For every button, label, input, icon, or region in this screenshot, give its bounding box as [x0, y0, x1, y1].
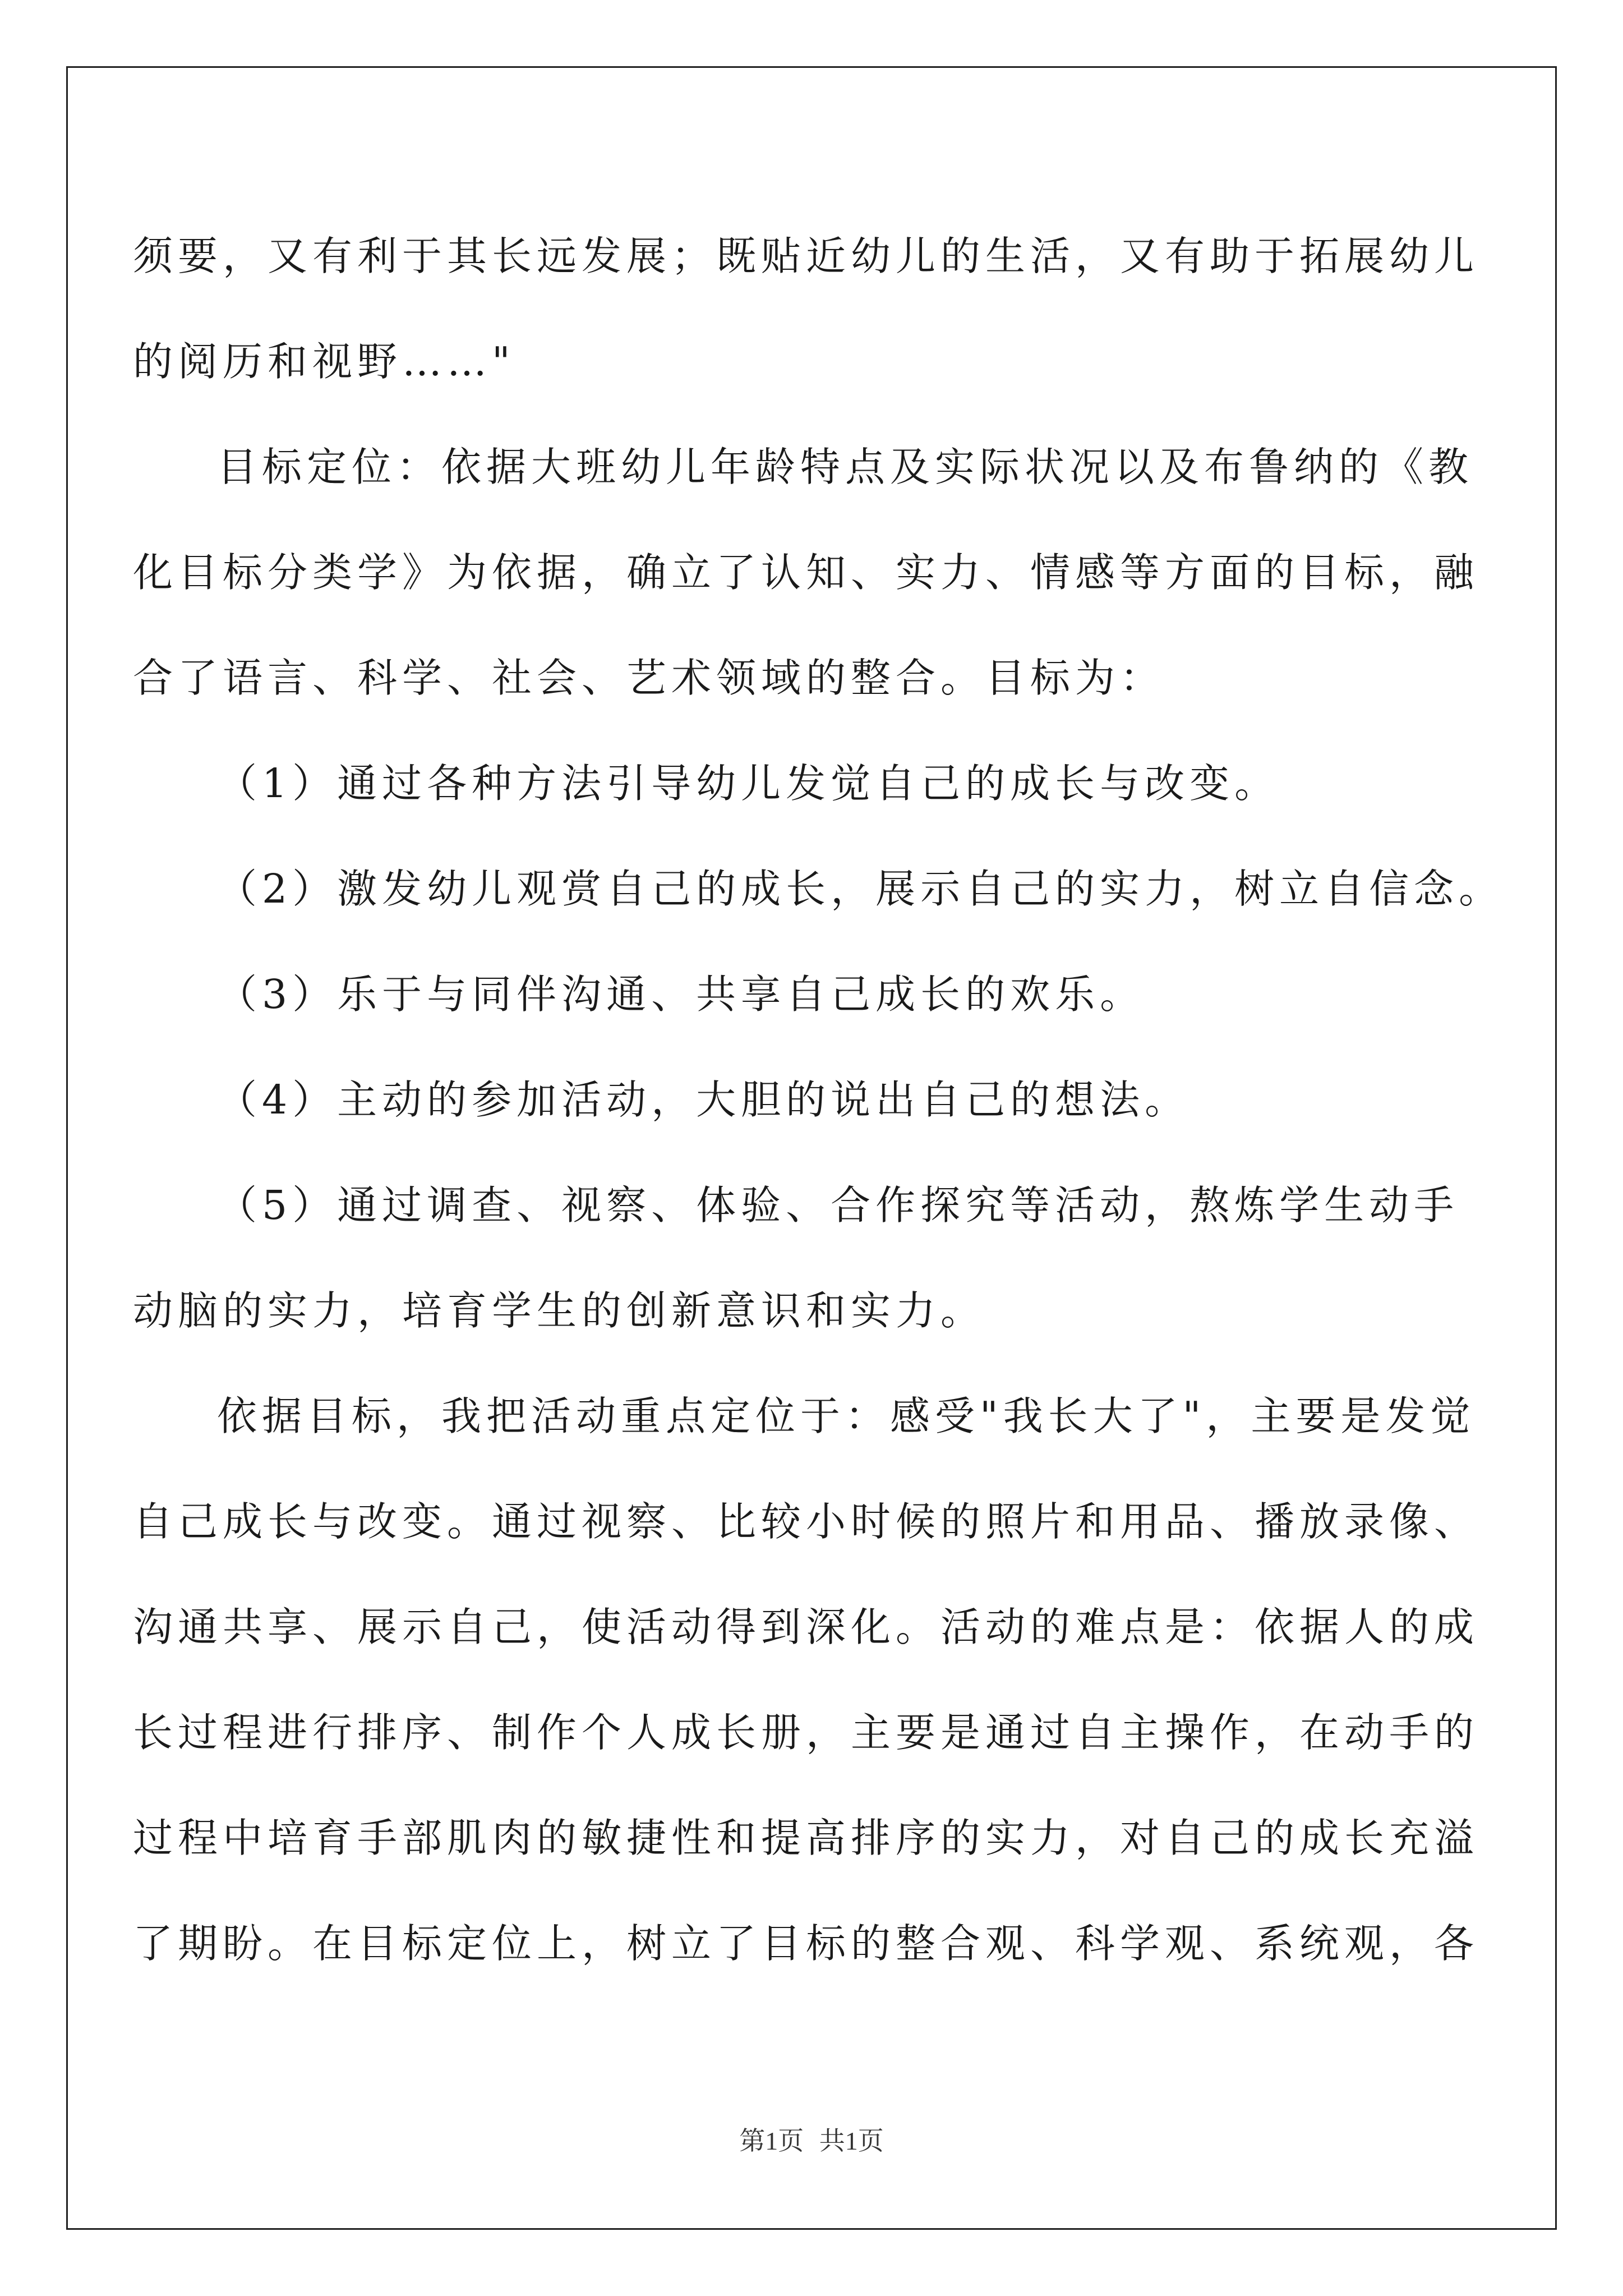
- objective-item-1: （1）通过各种方法引导幼儿发觉自己的成长与改变。: [217, 760, 1280, 807]
- text-line: 须要，又有利于其长远发展；既贴近幼儿的生活，又有助于拓展幼儿: [133, 233, 1479, 279]
- text-line: 过程中培育手部肌肉的敏捷性和提高排序的实力，对自己的成长充溢: [133, 1815, 1479, 1861]
- page-footer: [0, 2120, 1623, 2157]
- text-line: 长过程进行排序、制作个人成长册，主要是通过自主操作，在动手的: [133, 1709, 1479, 1756]
- text-line: 合了语言、科学、社会、艺术领域的整合。目标为：: [133, 655, 1165, 701]
- text-line: 沟通共享、展示自己，使活动得到深化。活动的难点是：依据人的成: [133, 1604, 1479, 1650]
- paragraph-start-line: 目标定位：依据大班幼儿年龄特点及实际状况以及布鲁纳的《教: [217, 444, 1474, 490]
- text-line: 的阅历和视野……": [133, 338, 515, 385]
- paragraph-start-line: 依据目标，我把活动重点定位于：感受"我长大了"，主要是发觉: [217, 1393, 1476, 1439]
- objective-item-3: （3）乐于与同伴沟通、共享自己成长的欢乐。: [217, 971, 1145, 1018]
- objective-item-5: （5）通过调查、视察、体验、合作探究等活动，熬炼学生动手: [217, 1182, 1459, 1228]
- page-number: 第1页: [739, 2127, 804, 2155]
- objective-item-4: （4）主动的参加活动，大胆的说出自己的想法。: [217, 1076, 1190, 1123]
- page-total: 共1页: [819, 2127, 884, 2155]
- text-line: 自己成长与改变。通过视察、比较小时候的照片和用品、播放录像、: [133, 1498, 1479, 1545]
- text-line: 了期盼。在目标定位上，树立了目标的整合观、科学观、系统观，各: [133, 1920, 1479, 1967]
- objective-item-2: （2）激发幼儿观赏自己的成长，展示自己的实力，树立自信念。: [217, 866, 1504, 912]
- text-line: 动脑的实力，培育学生的创新意识和实力。: [133, 1287, 986, 1334]
- text-line: 化目标分类学》为依据，确立了认知、实力、情感等方面的目标，融: [133, 549, 1479, 596]
- document-body: [133, 204, 1504, 1996]
